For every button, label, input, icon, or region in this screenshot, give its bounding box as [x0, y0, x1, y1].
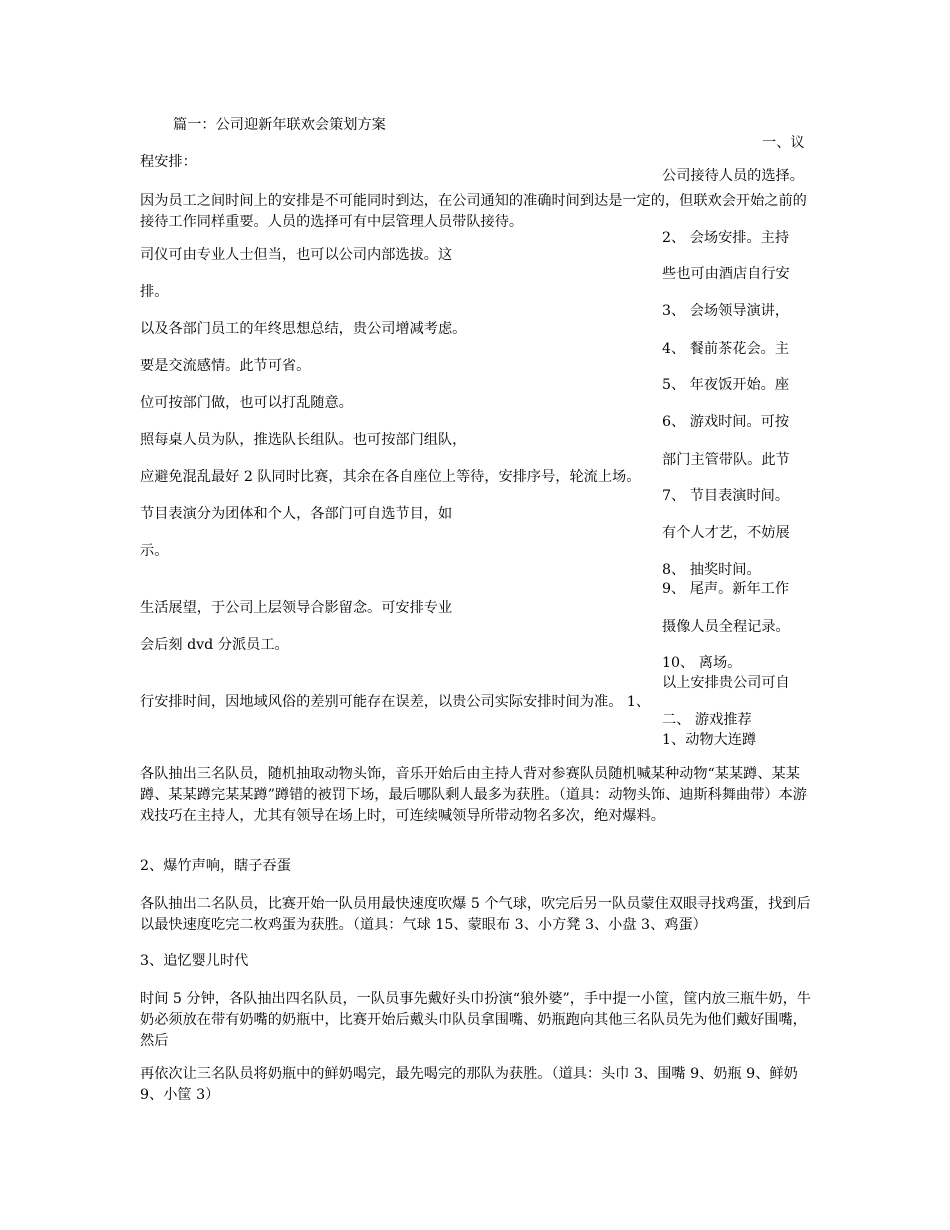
right-line-2: 公司接待人员的选择。 [662, 168, 804, 184]
left-line-13: 会后刻 dvd 分派员工。 [140, 637, 289, 653]
left-line-5: 以及各部门员工的年终思想总结，贵公司增减考虑。 [140, 321, 467, 337]
right-line-16: 以上安排贵公司可自 [662, 675, 790, 691]
right-line-15: 10、 离场。 [662, 655, 742, 671]
game-1-paragraph: 各队抽出三名队员，随机抽取动物头饰，音乐开始后由主持人背对参赛队员随机喊某种动物“某某蹲、某某蹲、某某蹲完某某蹲”蹲错的被罚下场，最后哪队剩人最多为获胜。（道具：动物头饰、迪斯科舞曲带）本游戏技巧在主持人，尤其有领导在场上时，可连续喊领导所带动物名多次，绝对爆料。 [140, 766, 807, 824]
right-line-11: 有个人才艺，不妨展 [662, 525, 790, 541]
game-2-heading: 2、爆竹声响，瞎子吞蛋 [140, 858, 291, 874]
right-line-13: 9、 尾声。新年工作 [662, 581, 790, 597]
right-line-18: 1、动物大连蹲 [662, 732, 757, 748]
left-line-10: 节目表演分为团体和个人，各部门可自选节目，如 [140, 506, 453, 522]
right-line-17: 二、 游戏推荐 [662, 712, 752, 728]
right-line-5: 3、 会场领导演讲， [662, 303, 790, 319]
left-line-8: 照每桌人员为队，推选队长组队。也可按部门组队， [140, 432, 467, 448]
right-line-9: 部门主管带队。此节 [662, 452, 790, 468]
right-line-7: 5、 年夜饭开始。座 [662, 377, 790, 393]
right-line-12: 8、 抽奖时间。 [662, 562, 761, 578]
document-title: 篇一：公司迎新年联欢会策划方案 [173, 117, 386, 133]
left-line-9: 应避免混乱最好 2 队同时比赛，其余在各自座位上等待，安排序号，轮流上场。 [140, 469, 641, 485]
right-line-4: 些也可由酒店自行安 [662, 266, 790, 282]
left-line-7: 位可按部门做，也可以打乱随意。 [140, 395, 353, 411]
right-line-14: 摄像人员全程记录。 [662, 619, 790, 635]
game-3-heading: 3、追忆婴儿时代 [140, 953, 249, 969]
right-line-3: 2、 会场安排。主持 [662, 230, 790, 246]
game-3-paragraph: 时间 5 分钟，各队抽出四名队员，一队员事先戴好头巾扮演“狼外婆”，手中提一小筐，筐内放三瓶牛奶，牛奶必须放在带有奶嘴的奶瓶中，比赛开始后戴头巾队员拿围嘴、奶瓶跑向其他三名队员先为他们戴好围嘴，然后 [140, 991, 811, 1049]
left-line-1: 程安排： [140, 154, 197, 170]
right-line-8: 6、 游戏时间。可按 [662, 414, 790, 430]
left-line-11: 示。 [140, 543, 169, 559]
left-line-6: 要是交流感情。此节可省。 [140, 358, 311, 374]
right-line-10: 7、 节目表演时间。 [662, 488, 790, 504]
left-line-4: 排。 [140, 284, 169, 300]
left-paragraph-2: 因为员工之间时间上的安排是不可能同时到达，在公司通知的准确时间到达是一定的，但联欢会开始之前的接待工作同样重要。人员的选择可有中层管理人员带队接待。 [140, 193, 807, 230]
left-line-3: 司仪可由专业人士但当，也可以公司内部选拔。这 [140, 247, 453, 263]
left-line-12: 生活展望，于公司上层领导合影留念。可安排专业 [140, 600, 453, 616]
game-3-paragraph-continued: 再依次让三名队员将奶瓶中的鲜奶喝完，最先喝完的那队为获胜。（道具：头巾 3、围嘴 9、奶瓶 9、鲜奶 9、小筐 3） [140, 1066, 798, 1103]
left-line-14: 行安排时间，因地域风俗的差别可能存在误差，以贵公司实际安排时间为准。 1、 [140, 694, 651, 710]
right-line-1: 一、议 [762, 135, 805, 151]
game-2-paragraph: 各队抽出二名队员，比赛开始一队员用最快速度吹爆 5 个气球，吹完后另一队员蒙住双眼寻找鸡蛋，找到后以最快速度吃完二枚鸡蛋为获胜。（道具：气球 15、蒙眼布 3、小方凳 3、小盘 3、鸡蛋） [140, 896, 811, 933]
right-line-6: 4、 餐前茶花会。主 [662, 341, 790, 357]
